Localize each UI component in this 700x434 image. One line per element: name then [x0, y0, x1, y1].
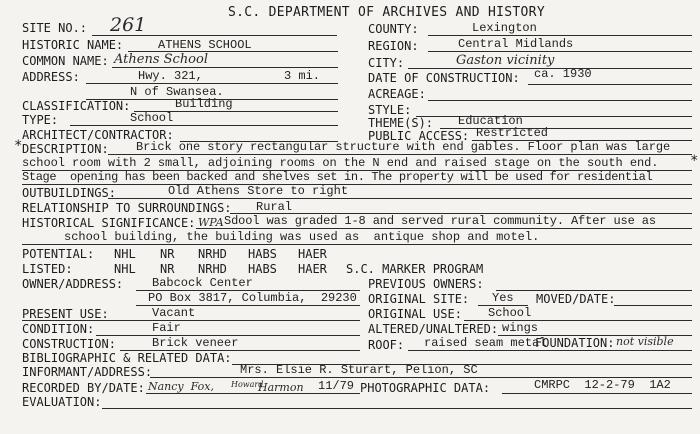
description-line1: Brick one story rectangular structure with end gables. Floor plan was large [136, 140, 671, 154]
potential-label: POTENTIAL: [22, 247, 95, 261]
recorded-by-name3: Harmon [258, 381, 304, 394]
address-line-1 [86, 83, 338, 84]
potential-code-nrhd: NRHD [198, 247, 227, 261]
date-construction-label: DATE OF CONSTRUCTION: [368, 71, 520, 85]
photo-label: PHOTOGRAPHIC DATA: [360, 381, 491, 395]
description-marker2: * [690, 153, 699, 169]
site-no-value: 261 [110, 14, 147, 36]
form-title: S.C. DEPARTMENT OF ARCHIVES AND HISTORY [228, 5, 545, 20]
significance-hw: WPA [198, 216, 224, 229]
county-line [428, 35, 692, 36]
significance-rule2 [22, 244, 692, 245]
outbuildings-label: OUTBUILDINGS: [22, 186, 116, 200]
acreage-line [428, 100, 692, 101]
region-label: REGION: [368, 39, 419, 53]
public-access-label: PUBLIC ACCESS: [368, 129, 470, 143]
classification-value: Building [175, 97, 233, 111]
city-value: Gaston vicinity [456, 53, 555, 68]
owner-line2: PO Box 3817, Columbia, 29230 [148, 291, 357, 305]
previous-owners-line [496, 290, 692, 291]
recorded-by-label: RECORDED BY/DATE: [22, 381, 145, 395]
potential-code-habs: HABS [248, 247, 277, 261]
roof-label: ROOF: [368, 338, 405, 352]
site-no-label: SITE NO.: [22, 21, 88, 35]
original-use-value: School [488, 306, 532, 320]
altered-value: wings [502, 321, 539, 335]
owner-label: OWNER/ADDRESS: [22, 277, 124, 291]
acreage-label: ACREAGE: [368, 87, 426, 101]
moved-date-label: MOVED/DATE: [536, 292, 616, 306]
foundation-value: not visible [616, 335, 674, 348]
description-rule1 [108, 154, 692, 155]
potential-code-nhl: NHL [114, 247, 136, 261]
listed-code-nhl: NHL [114, 262, 136, 276]
photo-line [502, 393, 692, 394]
roof-value: raised seam metal [424, 336, 547, 350]
outbuildings-value: Old Athens Store to right [168, 184, 349, 198]
photo-data: CMRPC 12-2-79 1A2 [534, 378, 671, 392]
type-value: School [130, 111, 174, 125]
city-label: CITY: [368, 56, 405, 70]
original-site-value: Yes [492, 291, 514, 305]
owner-line1: Babcock Center [152, 276, 253, 290]
date-construction-line [528, 84, 692, 85]
classification-label: CLASSIFICATION: [22, 99, 131, 113]
address-label: ADDRESS: [22, 70, 80, 84]
description-line2: school room with 2 small, adjoining rooms on the N end and raised stage on the south end. [22, 156, 659, 170]
county-value: Lexington [472, 21, 537, 35]
type-label: TYPE: [22, 113, 59, 127]
evaluation-label: EVALUATION: [22, 395, 102, 409]
listed-code-habs: HABS [248, 262, 277, 276]
present-use-line [22, 320, 360, 321]
relationship-value: Rural [256, 200, 293, 214]
potential-code-haer: HAER [298, 247, 327, 261]
outbuildings-line [108, 198, 692, 199]
recorded-date: 11/79 [318, 379, 355, 393]
present-use-label: PRESENT USE: [22, 307, 109, 321]
region-value: Central Midlands [458, 37, 574, 51]
original-use-label: ORIGINAL USE: [368, 307, 462, 321]
recorded-by-name1: Nancy Fox, [148, 380, 214, 393]
description-marker: * [14, 138, 23, 154]
site-no-line [92, 35, 337, 36]
roof-foundation-line [408, 350, 692, 351]
evaluation-line [102, 408, 692, 409]
recorded-by-line [146, 393, 360, 394]
date-construction-value: ca. 1930 [534, 67, 592, 81]
bibliographic-label: BIBLIOGRAPHIC & RELATED DATA: [22, 351, 232, 365]
type-line [70, 125, 338, 126]
listed-code-nr: NR [160, 262, 175, 276]
theme-value: Education [458, 114, 523, 128]
condition-value: Fair [152, 321, 181, 335]
construction-value: Brick veneer [152, 336, 239, 350]
original-use-line [464, 320, 692, 321]
description-rule3 [22, 184, 692, 185]
public-access-value: Restricted [476, 126, 549, 140]
altered-label: ALTERED/UNALTERED: [368, 322, 499, 336]
listed-code-haer: HAER [298, 262, 327, 276]
historic-name-value: ATHENS SCHOOL [158, 38, 252, 52]
description-label: DESCRIPTION: [22, 142, 109, 156]
common-name-line [112, 67, 338, 68]
construction-label: CONSTRUCTION: [22, 337, 116, 351]
theme-label: THEME(S): [368, 116, 434, 130]
informant-value: Mrs. Elsie R. Sturart, Pelion, SC [240, 363, 478, 377]
original-site-label: ORIGINAL SITE: [368, 292, 470, 306]
listed-label: LISTED: [22, 262, 73, 276]
significance-line2: school building, the building was used as antique shop and motel. [64, 230, 540, 244]
condition-label: CONDITION: [22, 322, 95, 336]
common-name-label: COMMON NAME: [22, 54, 109, 68]
listed-code-nrhd: NRHD [198, 262, 227, 276]
region-line [428, 51, 692, 52]
county-label: COUNTY: [368, 22, 419, 36]
significance-rule1 [196, 228, 692, 229]
historic-name-label: HISTORIC NAME: [22, 38, 124, 52]
recorded-by-name2: Howard [231, 380, 264, 389]
informant-label: INFORMANT/ADDRESS: [22, 365, 153, 379]
common-name-value: Athens School [114, 52, 208, 67]
foundation-label: FOUNDATION: [535, 336, 615, 350]
potential-code-nr: NR [160, 247, 175, 261]
description-line3: Stage opening has been backed and shelves set in. The property will be used for residential [22, 170, 653, 184]
present-use-value: Vacant [152, 306, 196, 320]
address-mi: 3 mi. [284, 69, 321, 83]
moved-date-line [614, 305, 692, 306]
significance-line1: Sdool was graded 1-8 and served rural community. After use as [224, 214, 656, 228]
architect-label: ARCHITECT/CONTRACTOR: [22, 128, 174, 142]
style-label: STYLE: [368, 103, 412, 117]
previous-owners-label: PREVIOUS OWNERS: [368, 277, 484, 291]
address-line1: Hwy. 321, [138, 69, 203, 83]
marker-program: S.C. MARKER PROGRAM [346, 262, 484, 276]
relationship-label: RELATIONSHIP TO SURROUNDINGS: [22, 201, 232, 215]
address-line2: N of Swansea. [130, 85, 224, 99]
significance-label: HISTORICAL SIGNIFICANCE: [22, 216, 196, 230]
